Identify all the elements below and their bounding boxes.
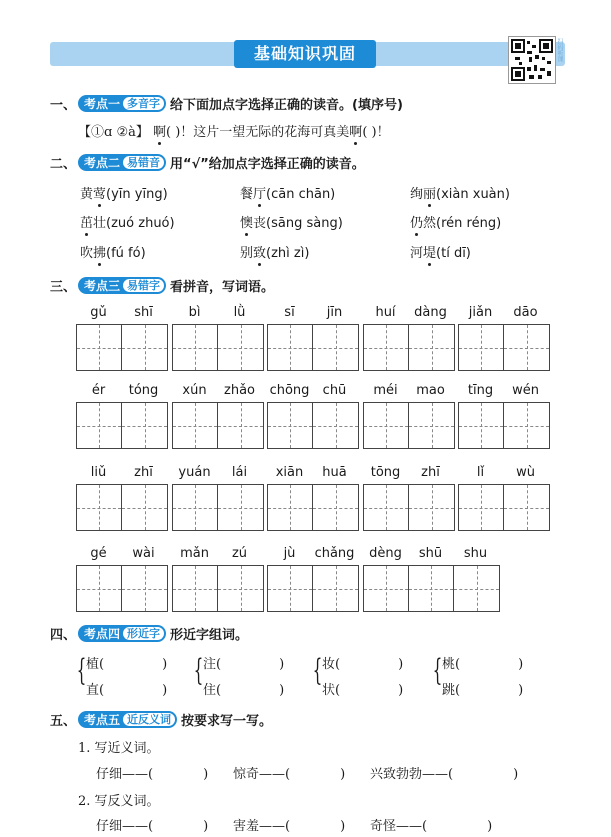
writing-cell[interactable]	[409, 325, 454, 370]
word-blank[interactable]: 仔细——( )	[96, 819, 209, 834]
writing-cell[interactable]	[504, 325, 549, 370]
pinyin-label: huí	[375, 305, 396, 320]
pinyin-label: jīn	[326, 305, 343, 320]
word-group-blank[interactable]: 跳( )	[442, 683, 524, 698]
writing-grid[interactable]	[76, 484, 168, 531]
writing-grid[interactable]	[172, 402, 264, 449]
section-2-badge: 考点二 易错音	[78, 154, 166, 171]
pinyin-label: lái	[231, 465, 248, 480]
writing-cell[interactable]	[218, 566, 263, 611]
pinyin-label: chōng	[269, 383, 310, 398]
word-group-blank[interactable]: 桃( )	[442, 657, 524, 672]
pinyin-label: zhǎo	[224, 383, 255, 398]
writing-grid[interactable]	[172, 324, 264, 371]
writing-cell[interactable]	[218, 485, 263, 530]
section-5-heading: 五、 考点五 近反义词 按要求写一写。	[50, 710, 272, 729]
pinyin-label: xún	[182, 383, 207, 398]
writing-cell[interactable]	[173, 325, 218, 370]
writing-cell[interactable]	[459, 325, 504, 370]
pinyin-label: tóng	[128, 383, 159, 398]
section-3-badge: 考点三 易错字	[78, 277, 166, 294]
section-5-sub2: 2. 写反义词。	[78, 794, 160, 809]
word-blank[interactable]: 惊奇——( )	[233, 767, 346, 782]
writing-cell[interactable]	[173, 403, 218, 448]
pinyin-label: xiān	[275, 465, 304, 480]
pinyin-label: tōng	[370, 465, 401, 480]
pinyin-label: jiǎn	[468, 305, 493, 320]
word-group-blank[interactable]: 状( )	[322, 683, 404, 698]
writing-cell[interactable]	[77, 325, 122, 370]
pronunciation-item[interactable]: 懊丧(sāng sàng)	[240, 216, 343, 231]
pinyin-label: wén	[512, 383, 539, 398]
section-1-badge: 考点一 多音字	[78, 95, 166, 112]
section-1-instruction: 给下面加点字选择正确的读音。(填序号)	[170, 98, 403, 113]
pinyin-label: zhī	[134, 465, 153, 480]
pinyin-label: méi	[373, 383, 398, 398]
pronunciation-item[interactable]: 绚丽(xiàn xuàn)	[410, 187, 510, 202]
brace-icon: {	[312, 653, 323, 688]
writing-grid[interactable]	[363, 484, 455, 531]
writing-cell[interactable]	[268, 485, 313, 530]
writing-grid[interactable]	[267, 565, 359, 612]
section-1-heading: 一、 考点一 多音字 给下面加点字选择正确的读音。(填序号)	[50, 94, 403, 113]
word-blank[interactable]: 奇怪——( )	[370, 819, 493, 834]
word-group-blank[interactable]: 妆( )	[322, 657, 404, 672]
pinyin-label: ér	[91, 383, 106, 398]
pinyin-label: bì	[188, 305, 201, 320]
section-5-instruction: 按要求写一写。	[181, 714, 273, 729]
writing-cell[interactable]	[454, 566, 499, 611]
writing-cell[interactable]	[268, 325, 313, 370]
section-1-question: 【①ɑ ②à】 啊( )！这片一望无际的花海可真美啊( )！	[78, 125, 390, 140]
section-4-badge: 考点四 形近字	[78, 625, 166, 642]
writing-grid[interactable]	[76, 324, 168, 371]
section-5-sub1: 1. 写近义词。	[78, 741, 160, 756]
pinyin-label: gé	[90, 546, 107, 561]
writing-cell[interactable]	[409, 566, 454, 611]
pinyin-label: shū	[418, 546, 443, 561]
writing-cell[interactable]	[77, 485, 122, 530]
section-2-heading: 二、 考点二 易错音 用“√”给加点字选择正确的读音。	[50, 153, 365, 172]
writing-cell[interactable]	[409, 485, 454, 530]
writing-cell[interactable]	[268, 566, 313, 611]
writing-grid[interactable]	[172, 484, 264, 531]
writing-grid[interactable]	[458, 324, 550, 371]
writing-cell[interactable]	[459, 485, 504, 530]
writing-cell[interactable]	[364, 566, 409, 611]
writing-cell[interactable]	[364, 485, 409, 530]
section-4-heading: 四、 考点四 形近字 形近字组词。	[50, 624, 248, 643]
writing-cell[interactable]	[313, 325, 358, 370]
writing-cell[interactable]	[122, 325, 167, 370]
writing-cell[interactable]	[313, 566, 358, 611]
pinyin-label: mao	[416, 383, 445, 398]
writing-grid[interactable]	[76, 565, 168, 612]
word-group-blank[interactable]: 直( )	[86, 683, 168, 698]
pinyin-label: dàng	[414, 305, 447, 320]
pinyin-label: mǎn	[180, 546, 209, 561]
writing-grid[interactable]	[458, 402, 550, 449]
writing-cell[interactable]	[313, 485, 358, 530]
word-group-blank[interactable]: 植( )	[86, 657, 168, 672]
pronunciation-item[interactable]: 黄莺(yīn yīng)	[80, 187, 168, 202]
writing-cell[interactable]	[122, 403, 167, 448]
pinyin-label: lǐ	[476, 465, 485, 480]
pinyin-label: chū	[322, 383, 347, 398]
brace-icon: {	[76, 653, 87, 688]
writing-cell[interactable]	[268, 403, 313, 448]
writing-cell[interactable]	[218, 403, 263, 448]
pinyin-label: wù	[516, 465, 535, 480]
qr-caption: 扫码听课	[556, 38, 563, 62]
pinyin-label: liǔ	[90, 465, 107, 480]
pinyin-label: huā	[322, 465, 347, 480]
word-blank[interactable]: 仔细——( )	[96, 767, 209, 782]
writing-grid[interactable]	[267, 402, 359, 449]
section-4-instruction: 形近字组词。	[170, 628, 249, 643]
page-title: 基础知识巩固	[234, 40, 376, 68]
writing-cell[interactable]	[77, 403, 122, 448]
writing-cell[interactable]	[173, 485, 218, 530]
writing-cell[interactable]	[313, 403, 358, 448]
pinyin-label: lǜ	[233, 305, 246, 320]
pinyin-label: wài	[132, 546, 155, 561]
writing-cell[interactable]	[459, 403, 504, 448]
brace-icon: {	[432, 653, 443, 688]
pinyin-label: tīng	[467, 383, 494, 398]
pinyin-label: gǔ	[90, 305, 107, 320]
word-blank[interactable]: 兴致勃勃——( )	[370, 767, 519, 782]
writing-grid[interactable]	[267, 324, 359, 371]
pronunciation-item[interactable]: 餐厅(cān chān)	[240, 187, 336, 202]
pinyin-label: yuán	[178, 465, 211, 480]
pinyin-label: chǎng	[314, 546, 355, 561]
word-blank[interactable]: 害羞——( )	[233, 819, 346, 834]
writing-grid[interactable]	[458, 484, 550, 531]
writing-grid[interactable]	[363, 324, 455, 371]
pinyin-label: shu	[463, 546, 488, 561]
writing-cell[interactable]	[504, 403, 549, 448]
writing-grid[interactable]	[76, 402, 168, 449]
word-group-blank[interactable]: 住( )	[203, 683, 285, 698]
word-group-blank[interactable]: 注( )	[203, 657, 285, 672]
pronunciation-item[interactable]: 茁壮(zuó zhuó)	[80, 216, 175, 231]
pronunciation-item[interactable]: 河堤(tí dī)	[410, 246, 471, 261]
writing-cell[interactable]	[504, 485, 549, 530]
section-3-heading: 三、 考点三 易错字 看拼音，写词语。	[50, 276, 274, 295]
writing-cell[interactable]	[364, 325, 409, 370]
pinyin-label: jù	[283, 546, 296, 561]
writing-grid[interactable]	[363, 565, 500, 612]
pinyin-label: zhī	[421, 465, 440, 480]
pinyin-label: dāo	[513, 305, 538, 320]
section-2-instruction: 用“√”给加点字选择正确的读音。	[170, 157, 365, 172]
section-5-badge: 考点五 近反义词	[78, 711, 177, 728]
pronunciation-item[interactable]: 别致(zhì zì)	[240, 246, 310, 261]
writing-cell[interactable]	[173, 566, 218, 611]
pinyin-label: sī	[284, 305, 295, 320]
writing-cell[interactable]	[77, 566, 122, 611]
pronunciation-item[interactable]: 仍然(rén réng)	[410, 216, 502, 231]
qr-code[interactable]	[508, 36, 556, 84]
pinyin-label: shī	[134, 305, 153, 320]
section-3-instruction: 看拼音，写词语。	[170, 280, 275, 295]
writing-cell[interactable]	[122, 485, 167, 530]
writing-grid[interactable]	[267, 484, 359, 531]
pinyin-label: dèng	[369, 546, 402, 561]
writing-cell[interactable]	[218, 325, 263, 370]
writing-cell[interactable]	[364, 403, 409, 448]
writing-grid[interactable]	[363, 402, 455, 449]
pinyin-label: zú	[231, 546, 248, 561]
writing-cell[interactable]	[122, 566, 167, 611]
writing-grid[interactable]	[172, 565, 264, 612]
pronunciation-item[interactable]: 吹拂(fú fó)	[80, 246, 146, 261]
writing-cell[interactable]	[409, 403, 454, 448]
brace-icon: {	[193, 653, 204, 688]
